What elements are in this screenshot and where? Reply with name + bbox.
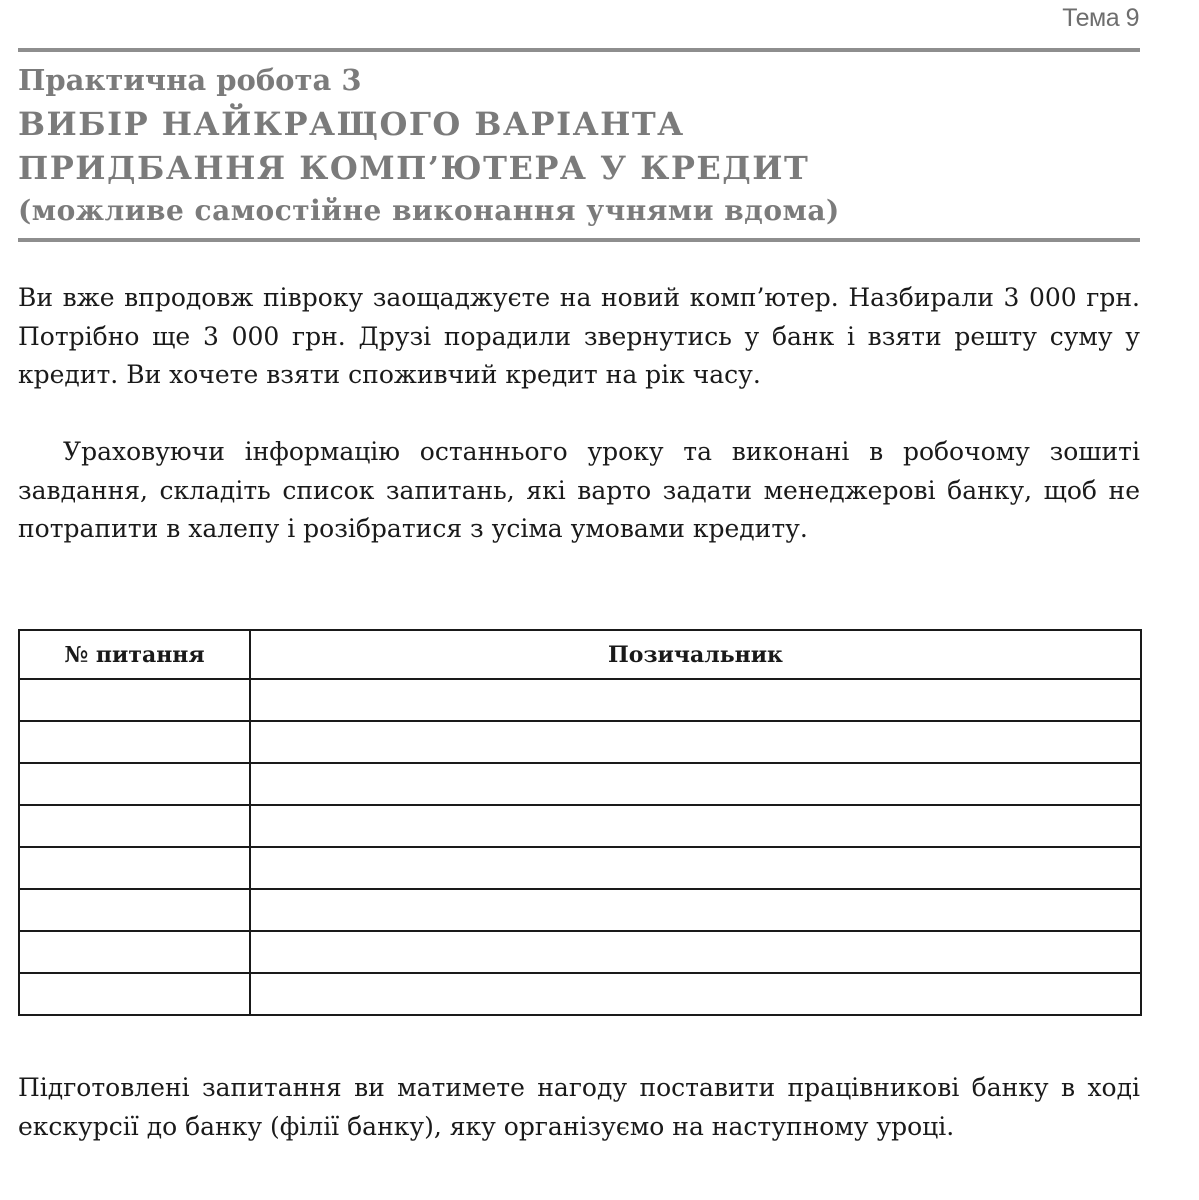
- table-row: [19, 763, 1141, 805]
- question-number-cell[interactable]: [19, 763, 250, 805]
- page-title-line-1: ВИБІР НАЙКРАЩОГО ВАРІАНТА: [18, 105, 685, 143]
- question-text-cell[interactable]: [250, 973, 1141, 1015]
- intro-paragraph: Ви вже впродовж півроку заощаджуєте на новий комп’ютер. Назбирали 3 000 грн. Потрібно ще 3 000 грн. Друзі порадили звернутись у банк і взяти решту суму у кредит. Ви хочете взяти споживчий кредит на рік часу.: [18, 283, 1140, 389]
- page-title-line-2: ПРИДБАННЯ КОМП’ЮТЕРА У КРЕДИТ: [18, 149, 810, 187]
- header-borrower: Позичальник: [250, 630, 1141, 679]
- table-row: [19, 931, 1141, 973]
- table-header-row: [19, 630, 1141, 679]
- question-text-cell[interactable]: [250, 931, 1141, 973]
- practical-work-label: Практична робота 3: [18, 63, 362, 97]
- top-rule: [18, 48, 1140, 52]
- questions-table-wrapper: [18, 629, 1140, 1016]
- bottom-rule: [18, 238, 1140, 242]
- question-number-cell[interactable]: [19, 931, 250, 973]
- question-number-cell[interactable]: [19, 847, 250, 889]
- closing-paragraph: Підготовлені запитання ви матимете нагоду поставити працівникові банку в ході екскурсії до банку (філії банку), яку організуємо на наступному уроці.: [18, 1073, 1140, 1141]
- page-subtitle: (можливе самостійне виконання учнями вдома): [18, 194, 840, 227]
- question-text-cell[interactable]: [250, 847, 1141, 889]
- table-row: [19, 805, 1141, 847]
- task-paragraph: Ураховуючи інформацію останнього уроку та виконані в робочому зошиті завдання, складіть список запитань, які варто задати менеджерові банку, щоб не потрапити в халепу і розібратися з усіма умовами кредиту.: [18, 437, 1140, 543]
- question-number-cell[interactable]: [19, 889, 250, 931]
- question-text-cell[interactable]: [250, 679, 1141, 721]
- header-question-number: № питання: [19, 630, 250, 679]
- table-row: [19, 889, 1141, 931]
- table-row: [19, 679, 1141, 721]
- table-row: [19, 847, 1141, 889]
- question-number-cell[interactable]: [19, 721, 250, 763]
- question-number-cell[interactable]: [19, 679, 250, 721]
- table-row: [19, 721, 1141, 763]
- question-text-cell[interactable]: [250, 889, 1141, 931]
- table-row: [19, 973, 1141, 1015]
- question-text-cell[interactable]: [250, 763, 1141, 805]
- running-head: Тема 9: [1062, 4, 1139, 32]
- question-number-cell[interactable]: [19, 973, 250, 1015]
- question-number-cell[interactable]: [19, 805, 250, 847]
- questions-table: [18, 629, 1142, 1016]
- question-text-cell[interactable]: [250, 721, 1141, 763]
- heading-block: [18, 58, 1140, 232]
- question-text-cell[interactable]: [250, 805, 1141, 847]
